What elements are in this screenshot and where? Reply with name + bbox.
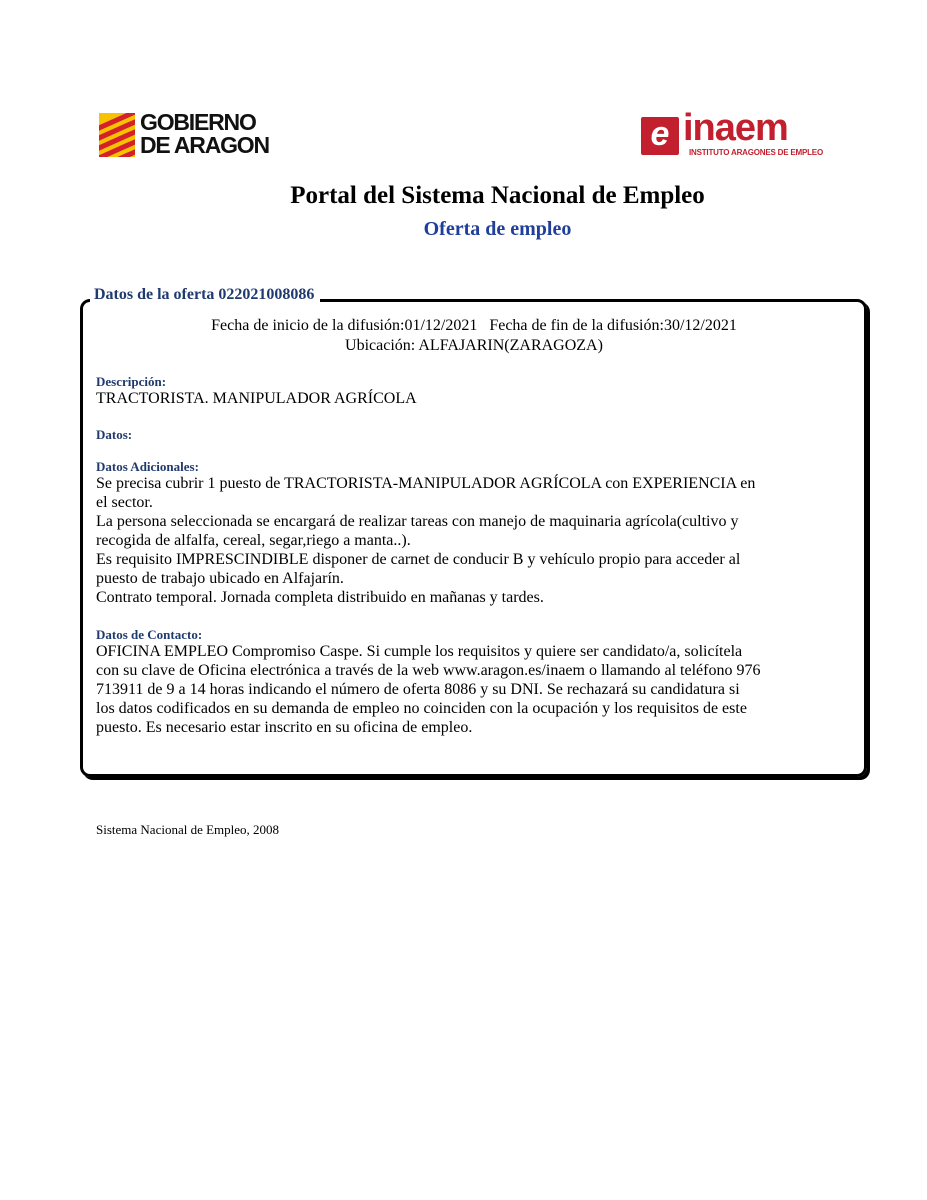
text-line: recogida de alfalfa, cereal, segar,riego a manta..). xyxy=(96,532,411,549)
footer-note: Sistema Nacional de Empleo, 2008 xyxy=(96,822,280,837)
datos-label: Datos: xyxy=(96,427,133,442)
text-line: con su clave de Oficina electrónica a través de la web www.aragon.es/inaem o llamando al teléfono 976 xyxy=(96,662,761,679)
descripcion-text: TRACTORISTA. MANIPULADOR AGRÍCOLA xyxy=(96,390,417,407)
text-line: el sector. xyxy=(96,494,153,511)
text-line: puesto. Es necesario estar inscrito en su oficina de empleo. xyxy=(96,719,473,736)
page-title: Portal del Sistema Nacional de Empleo xyxy=(290,182,705,209)
text-line: La persona seleccionada se encargará de realizar tareas con manejo de maquinaria agrícola(cultivo y xyxy=(96,513,739,530)
datos-adicionales-text xyxy=(96,474,841,607)
offer-dates: Fecha de inicio de la difusión:01/12/2021 Fecha de fin de la difusión:30/12/2021 xyxy=(211,317,737,334)
descripcion-label: Descripción: xyxy=(96,374,167,389)
text-line: Es requisito IMPRESCINDIBLE disponer de carnet de conducir B y vehículo propio para acceder al xyxy=(96,551,741,568)
gobierno-de-aragon-logo xyxy=(99,109,289,159)
inaem-logo xyxy=(641,107,841,161)
offer-content xyxy=(96,374,841,737)
inaem-logo-word: inaem xyxy=(683,107,788,149)
text-line: Se precisa cubrir 1 puesto de TRACTORISTA-MANIPULADOR AGRÍCOLA con EXPERIENCIA en xyxy=(96,475,756,492)
aragon-flag-icon xyxy=(99,113,135,157)
page-subtitle: Oferta de empleo xyxy=(423,218,572,240)
datos-adicionales-label: Datos Adicionales: xyxy=(96,459,199,474)
text-line: los datos codificados en su demanda de empleo no coinciden con la ocupación y los requisitos de este xyxy=(96,700,747,717)
datos-contacto-text xyxy=(96,642,841,737)
gobierno-logo-text: GOBIERNO DE ARAGON xyxy=(140,109,269,158)
text-line: Contrato temporal. Jornada completa distribuido en mañanas y tardes. xyxy=(96,589,544,606)
text-line: puesto de trabajo ubicado en Alfajarín. xyxy=(96,570,344,587)
datos-contacto-label: Datos de Contacto: xyxy=(96,627,203,642)
text-line: OFICINA EMPLEO Compromiso Caspe. Si cumple los requisitos y quiere ser candidato/a, solicítela xyxy=(96,643,743,660)
offer-location: Ubicación: ALFAJARIN(ZARAGOZA) xyxy=(345,337,603,354)
inaem-e-icon: e xyxy=(641,117,679,155)
inaem-logo-subtitle: INSTITUTO ARAGONES DE EMPLEO xyxy=(689,148,823,157)
text-line: 713911 de 9 a 14 horas indicando el número de oferta 8086 y su DNI. Se rechazará su candidatura si xyxy=(96,681,740,698)
offer-legend: Datos de la oferta 022021008086 xyxy=(90,286,320,304)
